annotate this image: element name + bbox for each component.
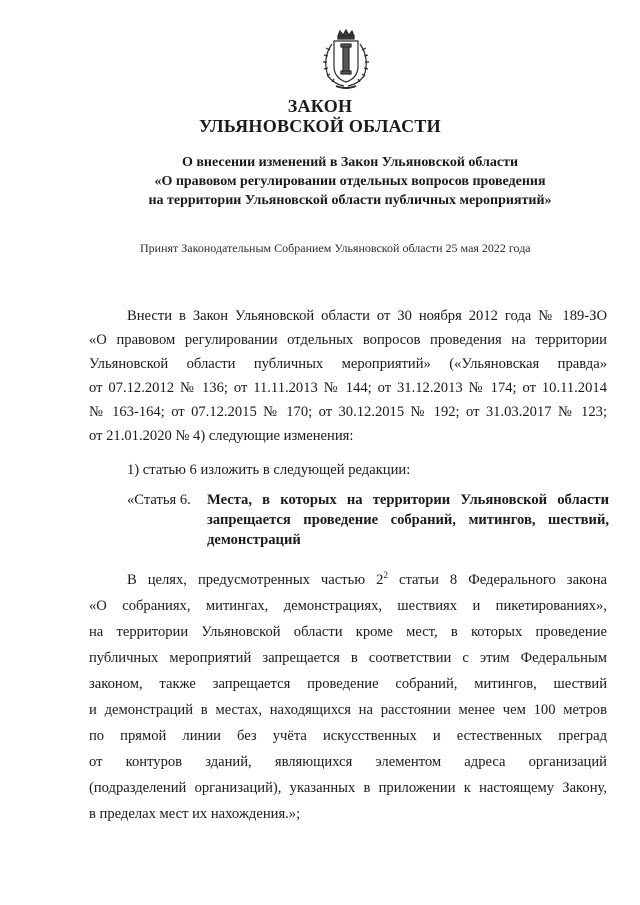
body-text-line: законом, также запрещается проведение собраний, митингов, шествий: [89, 676, 607, 692]
body-text-line: от 07.12.2012 № 136; от 11.11.2013 № 144; от 31.12.2013 № 174; от 10.11.2014: [89, 380, 607, 396]
body-text-line: в пределах мест их нахождения.»;: [89, 806, 301, 822]
law-title: ЗАКОН: [287, 96, 353, 116]
subject-line: «О правовом регулировании отдельных вопросов проведения: [154, 174, 546, 189]
adoption-note: Принят Законодательным Собранием Ульяновской области 25 мая 2022 года: [140, 241, 531, 255]
body-text-line: на территории Ульяновской области кроме мест, в которых проведение: [89, 624, 607, 640]
law-region: УЛЬЯНОВСКОЙ ОБЛАСТИ: [199, 116, 441, 136]
subject-line: на территории Ульяновской области публичных мероприятий»: [148, 193, 552, 208]
article-title-line: демонстраций: [207, 532, 301, 548]
body-text-line: «О правовом регулировании отдельных вопросов проведения на территории: [89, 332, 607, 348]
superscript: 2: [383, 570, 388, 581]
body-text-line: «О собраниях, митингах, демонстрациях, шествиях и пикетированиях»,: [89, 598, 607, 614]
amendment-item: 1) статью 6 изложить в следующей редакции:: [127, 462, 411, 478]
body-text-line: Внести в Закон Ульяновской области от 30 ноября 2012 года № 189-ЗО: [127, 308, 607, 324]
body-text-line: (подразделений организаций), указанных в приложении к настоящему Закону,: [89, 780, 607, 796]
body-text-line: № 163-164; от 07.12.2015 № 170; от 30.12.2015 № 192; от 31.03.2017 № 123;: [89, 404, 607, 420]
body-text-line: по прямой линии без учёта искусственных и естественных преград: [89, 728, 607, 744]
article-title-line: Места, в которых на территории Ульяновской области: [207, 492, 609, 508]
body-text-line: [127, 570, 607, 590]
article-label: «Статья 6.: [127, 492, 191, 508]
body-text-line: от 21.01.2020 № 4) следующие изменения:: [89, 428, 354, 444]
subject-line: О внесении изменений в Закон Ульяновской области: [181, 155, 519, 170]
text-fragment: статьи 8 Федерального закона: [387, 572, 607, 588]
coat-of-arms-emblem: [314, 28, 378, 92]
body-text-line: от контуров зданий, являющихся элементом адреса организаций: [89, 754, 607, 770]
body-text-line: публичных мероприятий запрещается в соответствии с этим Федеральным: [89, 650, 607, 666]
body-text-line: Ульяновской области публичных мероприятий» («Ульяновская правда»: [89, 356, 607, 372]
body-text-line: и демонстраций в местах, находящихся на расстоянии менее чем 100 метров: [89, 702, 607, 718]
article-title-line: запрещается проведение собраний, митингов, шествий,: [207, 512, 609, 528]
text-fragment: В целях, предусмотренных частью 2: [127, 572, 384, 588]
